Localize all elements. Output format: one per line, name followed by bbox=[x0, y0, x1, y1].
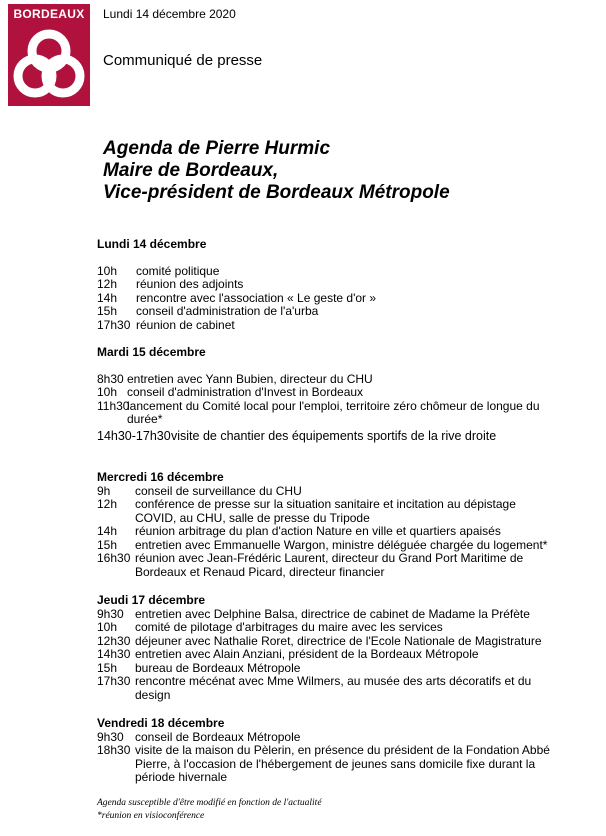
agenda-item bbox=[97, 525, 557, 539]
agenda-time: 9h bbox=[97, 483, 111, 498]
agenda-text: conseil d'administration d'Invest in Bordeaux bbox=[127, 385, 364, 399]
agenda-time: 12h bbox=[97, 497, 118, 511]
agenda-item bbox=[97, 319, 557, 333]
agenda-time: 10h bbox=[97, 385, 118, 399]
agenda-text: réunion avec Jean-Frédéric Laurent, directeur du Grand Port Maritime de Bordeaux et Renaud Picard, directeur financier bbox=[135, 551, 524, 579]
agenda-time: 9h30 bbox=[97, 606, 124, 621]
agenda-item bbox=[97, 744, 557, 785]
agenda-item bbox=[97, 635, 557, 649]
footer-notes bbox=[97, 797, 322, 823]
agenda-time: 10h bbox=[97, 620, 118, 634]
agenda-time: 14h30 bbox=[97, 647, 131, 661]
day-heading: Jeudi 17 décembre bbox=[97, 593, 206, 607]
agenda-time: 8h30 bbox=[97, 371, 124, 386]
agenda-time: 12h30 bbox=[97, 633, 131, 648]
agenda-item bbox=[97, 621, 557, 635]
agenda-text: entretien avec Alain Anziani, président de la Bordeaux Métropole bbox=[135, 647, 479, 661]
day-heading: Mardi 15 décembre bbox=[97, 345, 206, 359]
agenda-time: 18h30 bbox=[97, 743, 131, 757]
press-release-label: Communiqué de presse bbox=[103, 52, 263, 69]
agenda-text: réunion des adjoints bbox=[136, 277, 244, 291]
agenda-text: conférence de presse sur la situation sanitaire et incitation au dépistage COVID, au CHU, salle de presse du Tripode bbox=[135, 497, 516, 525]
agenda-time: 14h bbox=[97, 290, 118, 305]
agenda-text: conseil de surveillance du CHU bbox=[135, 483, 302, 498]
agenda-item bbox=[97, 373, 557, 387]
bordeaux-logo bbox=[8, 4, 90, 106]
logo-text: BORDEAUX bbox=[13, 7, 85, 21]
agenda-item bbox=[97, 386, 557, 400]
day-section-friday bbox=[97, 717, 557, 785]
agenda-text: lancement du Comité local pour l'emploi, territoire zéro chômeur de longue du durée* bbox=[127, 398, 540, 426]
agenda-time: 17h30 bbox=[97, 317, 131, 332]
day-heading: Vendredi 18 décembre bbox=[97, 716, 225, 730]
agenda-text: visite de chantier des équipements sportifs de la rive droite bbox=[171, 428, 497, 443]
agenda-text: entretien avec Emmanuelle Wargon, ministre déléguée chargée du logement* bbox=[135, 537, 548, 552]
agenda-text: comité politique bbox=[136, 263, 220, 278]
agenda-item bbox=[97, 485, 557, 499]
agenda-text: conseil d'administration de l'a'urba bbox=[136, 304, 319, 318]
title-line-3: Vice-président de Bordeaux Métropole bbox=[103, 182, 450, 203]
agenda-item bbox=[97, 552, 557, 579]
agenda-text: réunion de cabinet bbox=[136, 317, 235, 332]
title-line-1: Agenda de Pierre Hurmic bbox=[103, 138, 331, 159]
agenda-text: entretien avec Yann Bubien, directeur du CHU bbox=[127, 371, 373, 386]
agenda-item bbox=[97, 539, 557, 553]
title-line-2: Maire de Bordeaux, bbox=[103, 160, 279, 181]
agenda-text: conseil de Bordeaux Métropole bbox=[135, 729, 301, 744]
day-section-thursday bbox=[97, 594, 557, 702]
day-section-monday bbox=[97, 238, 557, 332]
agenda-time: 10h bbox=[97, 263, 118, 278]
page-title bbox=[103, 138, 450, 204]
footer-disclaimer: Agenda susceptible d'être modifié en fonction de l'actualité bbox=[97, 798, 322, 808]
press-release-date: Lundi 14 décembre 2020 bbox=[103, 7, 236, 21]
agenda-item bbox=[97, 608, 557, 622]
agenda-text: entretien avec Delphine Balsa, directrice de cabinet de Madame la Préfète bbox=[135, 606, 530, 621]
agenda-item bbox=[97, 675, 557, 702]
agenda-text: réunion arbitrage du plan d'action Nature en ville et quartiers apaisés bbox=[135, 524, 501, 538]
agenda-time: 14h bbox=[97, 524, 118, 538]
agenda-time: 16h30 bbox=[97, 551, 131, 565]
agenda-text: comité de pilotage d'arbitrages du maire avec les services bbox=[135, 620, 443, 634]
agenda-time: 15h bbox=[97, 304, 118, 318]
day-section-wednesday bbox=[97, 471, 557, 579]
agenda-item bbox=[97, 292, 557, 306]
agenda-text: déjeuner avec Nathalie Roret, directrice de l'Ecole Nationale de Magistrature bbox=[135, 633, 542, 648]
agenda-time: 14h30-17h30 bbox=[97, 428, 171, 443]
day-heading: Mercredi 16 décembre bbox=[97, 470, 224, 484]
agenda-time: 11h30 bbox=[97, 398, 130, 413]
agenda-item bbox=[97, 731, 557, 745]
agenda-item bbox=[97, 400, 557, 427]
agenda-item bbox=[97, 430, 557, 444]
agenda-text: visite de la maison du Pèlerin, en présence du président de la Fondation Abbé Pierre, à l'occasion de l'hébergement de jeunes sans domicile fixe durant la période hivernale bbox=[135, 743, 550, 784]
agenda-text: rencontre avec l'association « Le geste d'or » bbox=[136, 290, 377, 305]
agenda-text: rencontre mécénat avec Mme Wilmers, au musée des arts décoratifs et du design bbox=[135, 674, 532, 702]
day-section-tuesday bbox=[97, 346, 557, 443]
agenda-time: 9h30 bbox=[97, 729, 124, 744]
agenda-item bbox=[97, 662, 557, 676]
agenda-item bbox=[97, 498, 557, 525]
footer-footnote: *réunion en visioconférence bbox=[97, 811, 205, 821]
agenda-time: 15h bbox=[97, 537, 118, 552]
triskel-logo-icon bbox=[13, 24, 85, 104]
agenda-item bbox=[97, 265, 557, 279]
agenda-time: 17h30 bbox=[97, 674, 131, 688]
day-heading: Lundi 14 décembre bbox=[97, 237, 207, 251]
agenda-text: bureau de Bordeaux Métropole bbox=[135, 660, 301, 675]
agenda-item bbox=[97, 648, 557, 662]
agenda-item bbox=[97, 305, 557, 319]
agenda-item bbox=[97, 278, 557, 292]
agenda-time: 12h bbox=[97, 277, 118, 291]
agenda-time: 15h bbox=[97, 660, 118, 675]
